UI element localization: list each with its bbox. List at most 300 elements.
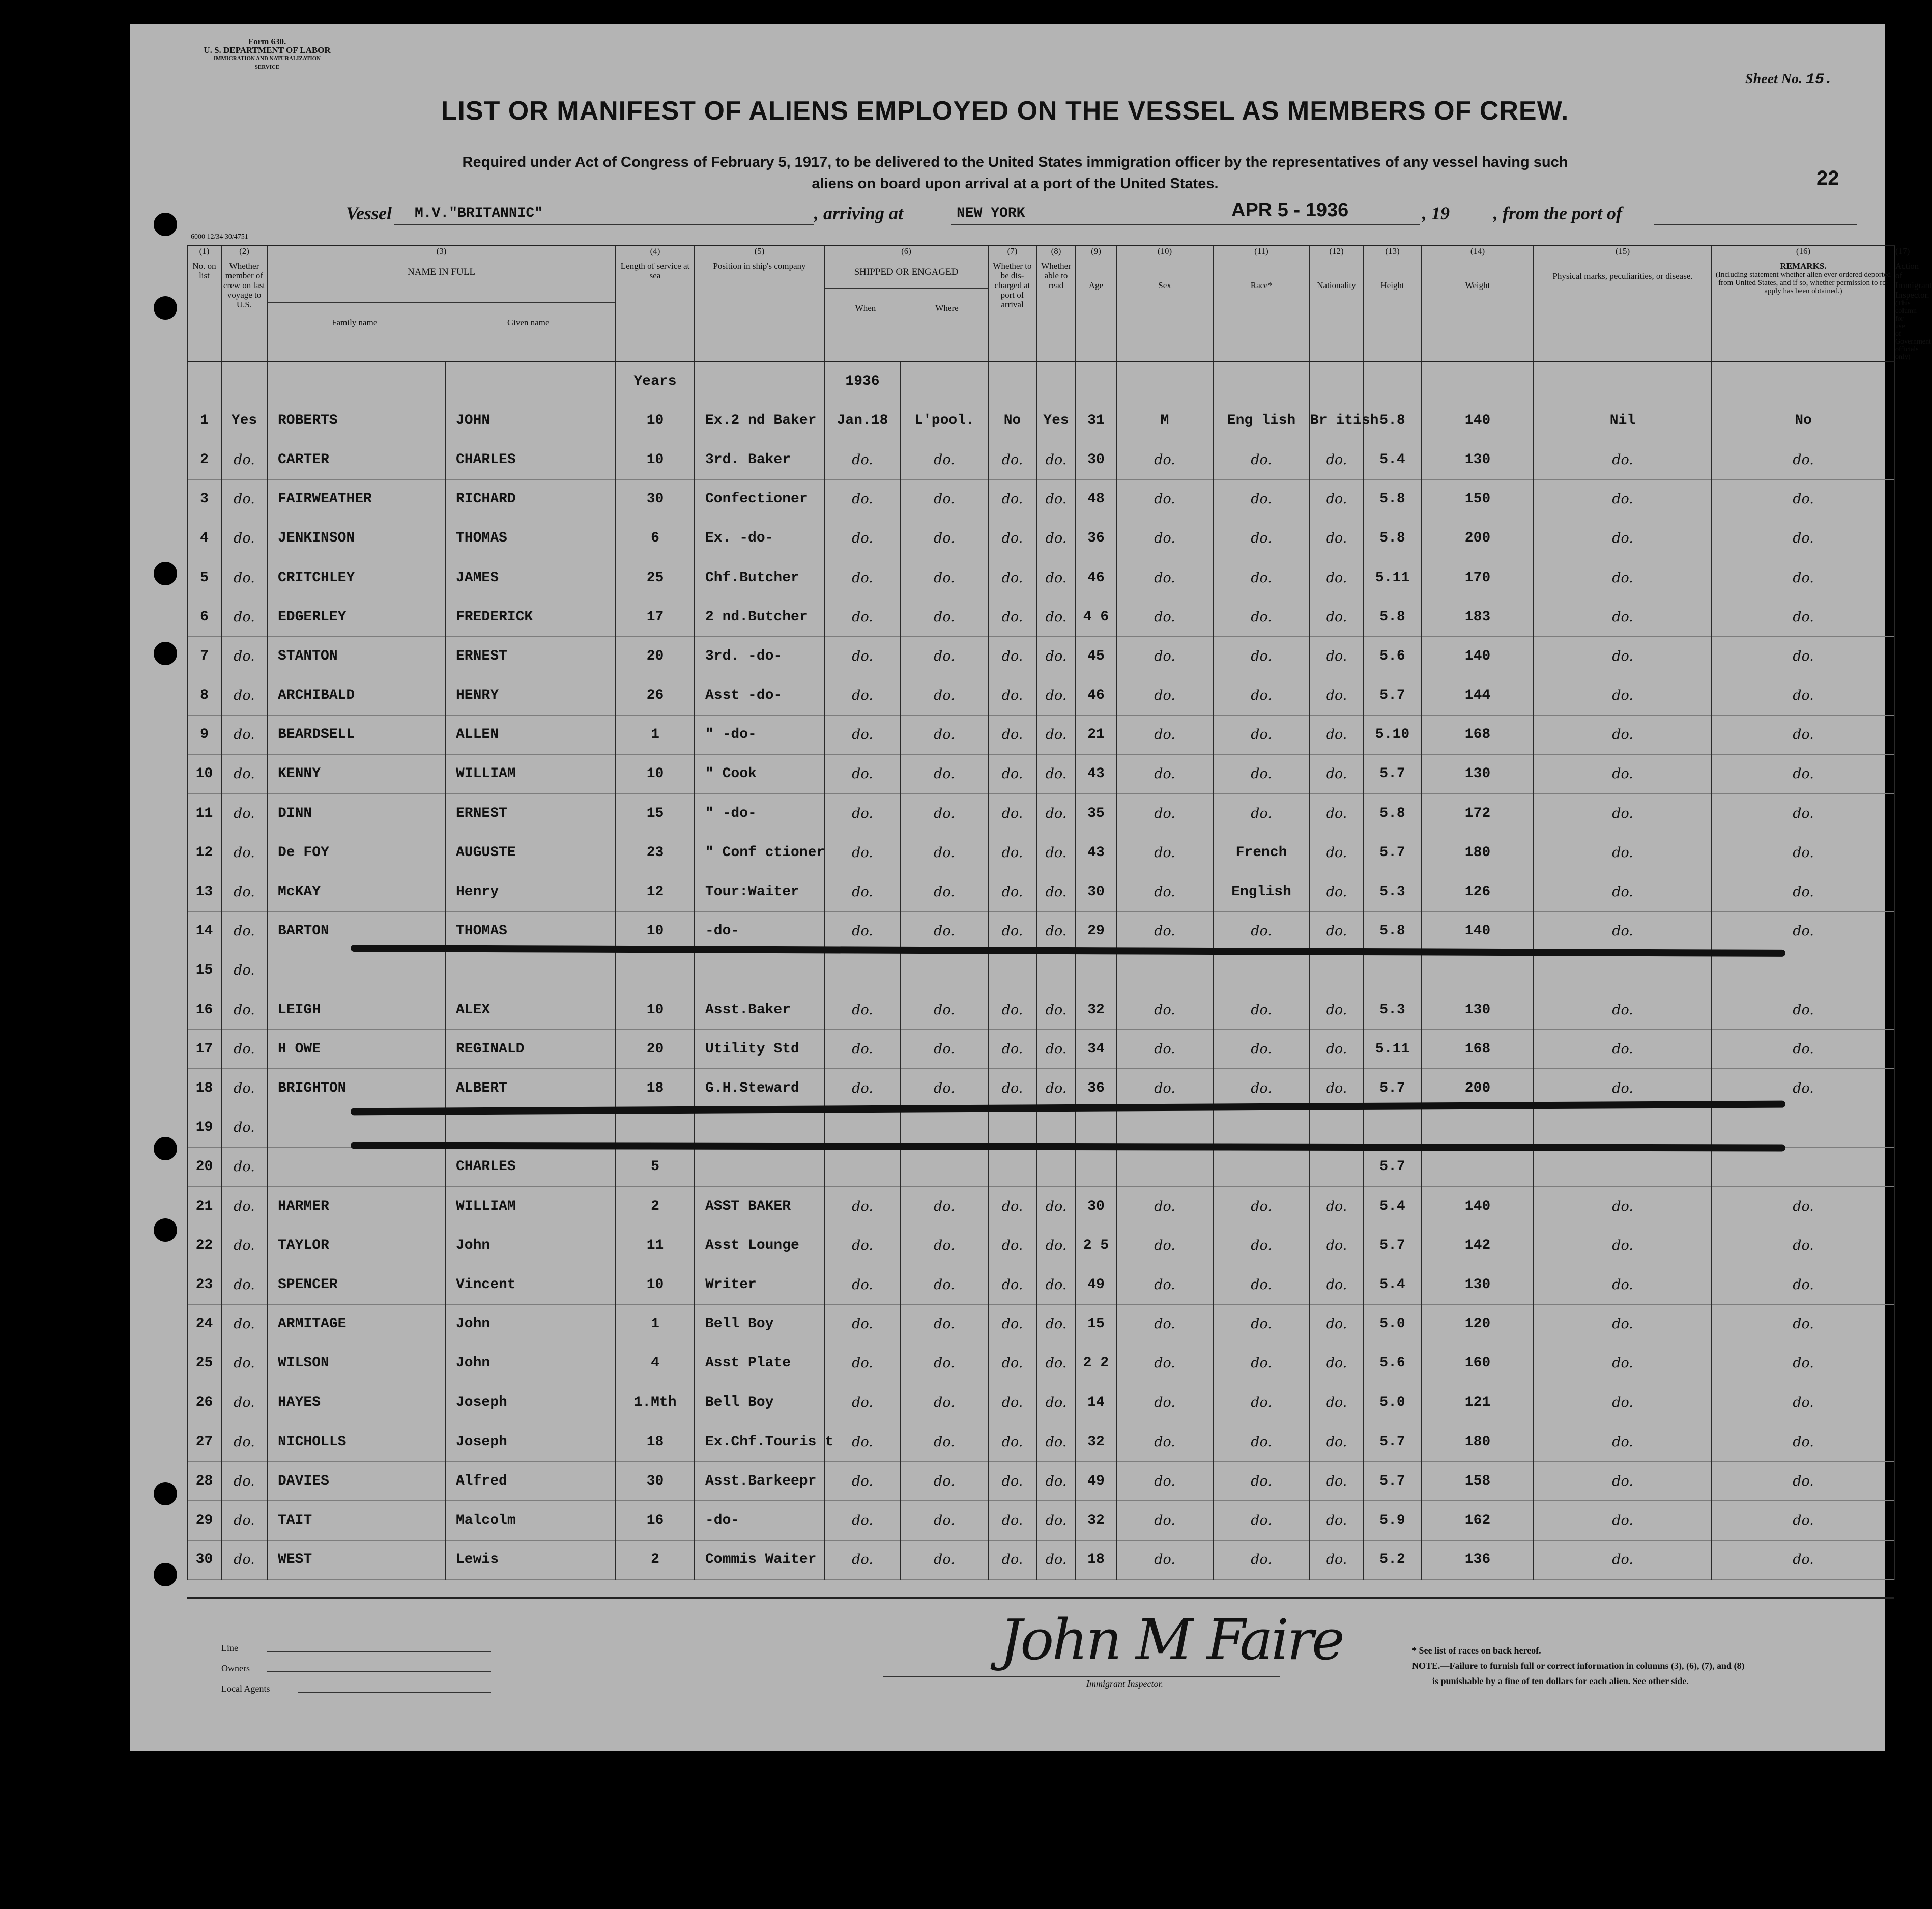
crew-member: do. <box>234 1002 255 1018</box>
shipped-when-cell <box>824 951 901 990</box>
discharged: do. <box>1001 451 1023 468</box>
binder-hole <box>154 562 177 585</box>
shipped-when-cell <box>824 1462 901 1501</box>
remarks-cell <box>1712 951 1895 990</box>
race-cell <box>1213 1108 1310 1147</box>
age: 32 <box>1087 1513 1105 1529</box>
shipped-when: do. <box>852 1198 873 1214</box>
remarks-cell <box>1712 715 1895 754</box>
position: Writer <box>705 1276 757 1293</box>
height-cell <box>1363 676 1422 715</box>
position-cell <box>695 1108 824 1147</box>
vessel-label: Vessel <box>346 203 392 223</box>
position-cell <box>695 1265 824 1304</box>
able-to-read-cell <box>1036 637 1076 676</box>
physical-marks: do. <box>1612 727 1633 743</box>
age-cell <box>1076 1186 1116 1226</box>
crew-member: do. <box>234 609 255 625</box>
shipped-when-cell <box>824 1422 901 1462</box>
able-to-read: do. <box>1045 805 1067 821</box>
able-to-read-cell <box>1036 558 1076 597</box>
weight-cell <box>1422 990 1534 1030</box>
length-of-service-cell <box>616 715 695 754</box>
height-cell <box>1363 754 1422 793</box>
physical-marks-cell <box>1534 1030 1712 1069</box>
length-of-service-cell <box>616 1265 695 1304</box>
sex-cell <box>1116 1383 1213 1422</box>
penalty-note-2: is punishable by a fine of ten dollars for each alien. See other side. <box>1432 1676 1689 1686</box>
remarks: do. <box>1793 1041 1814 1057</box>
where-header: Where <box>935 303 959 313</box>
weight-cell <box>1422 833 1534 872</box>
position-cell <box>695 558 824 597</box>
remarks-cell <box>1712 558 1895 597</box>
table-row <box>187 440 1895 479</box>
physical-marks-cell <box>1534 1108 1712 1147</box>
family-name-cell <box>267 440 445 479</box>
sex-cell <box>1116 872 1213 911</box>
col-height-header: (13) Height <box>1363 246 1422 362</box>
shipped-where: do. <box>934 923 955 939</box>
shipped-where-cell <box>901 401 988 440</box>
sex: do. <box>1154 648 1175 664</box>
given-name-cell <box>445 1186 616 1226</box>
sex-cell <box>1116 1304 1213 1344</box>
weight-cell <box>1422 1030 1534 1069</box>
remarks-cell <box>1712 597 1895 637</box>
nationality: do. <box>1325 727 1347 743</box>
race: do. <box>1251 1394 1272 1411</box>
remarks: do. <box>1793 688 1814 704</box>
age: 31 <box>1087 412 1105 429</box>
given-name: John <box>456 1237 491 1253</box>
age-cell <box>1076 1344 1116 1383</box>
position-cell <box>695 1304 824 1344</box>
nationality: do. <box>1325 1198 1347 1214</box>
discharged: do. <box>1001 530 1023 547</box>
able-to-read: do. <box>1045 1513 1067 1529</box>
discharged: do. <box>1001 1002 1023 1018</box>
physical-marks-cell <box>1534 911 1712 951</box>
nationality-cell <box>1310 754 1363 793</box>
page-number: 22 <box>1816 167 1839 189</box>
family-name-cell <box>267 833 445 872</box>
age-cell <box>1076 519 1116 558</box>
given-name-cell <box>445 519 616 558</box>
shipped-where-cell <box>901 1344 988 1383</box>
row-number-cell <box>187 794 221 833</box>
race-cell <box>1213 1147 1310 1186</box>
table-row <box>187 1540 1895 1579</box>
nationality-cell <box>1310 990 1363 1030</box>
crew-member: do. <box>234 1198 255 1214</box>
remarks: do. <box>1793 1198 1814 1214</box>
shipped-when-cell <box>824 1186 901 1226</box>
race-cell <box>1213 911 1310 951</box>
height-cell <box>1363 1226 1422 1265</box>
family-name-cell <box>267 479 445 519</box>
length-of-service: 26 <box>646 688 664 704</box>
discharged: do. <box>1001 766 1023 782</box>
given-name-header: Given name <box>507 318 550 327</box>
table-row <box>187 1462 1895 1501</box>
shipped-when: do. <box>852 805 873 821</box>
discharged-cell <box>988 1540 1036 1579</box>
table-header: (1) No. on list (2) Whether member of crew on last voyage to U.S. (3) NAME IN FULL Family name Given name (4) Length of service at sea (5) Position in ship's company (6) SHIPPED OR ENGAGED When Where (7) Whether to be dis-charged at port of arrival (8) Whether able to read (9) Age (10) Sex (11) Race* (12) Nationality (13) Height (14) Weight (15) Physical marks, peculiarities, or disease. (16) REMARKS. (Including statement whether alien ever ordered deported from United States, and if so, whether permission to re-apply has been obtained.) (17) Action of Immigrant Inspector. (This column for use of Government officials only) <box>187 246 1895 362</box>
age-cell <box>1076 1265 1116 1304</box>
family-name-cell <box>267 676 445 715</box>
height-cell <box>1363 1383 1422 1422</box>
row-number-cell <box>187 1069 221 1108</box>
years-label: Years <box>616 361 695 401</box>
discharged-cell <box>988 1147 1036 1186</box>
nationality-cell <box>1310 1265 1363 1304</box>
binder-hole <box>154 1218 177 1242</box>
family-name-header: Family name <box>332 318 378 327</box>
position-cell <box>695 1501 824 1540</box>
position-cell <box>695 1147 824 1186</box>
crew-member: do. <box>234 1159 255 1175</box>
shipped-when-cell <box>824 440 901 479</box>
shipped-when-cell <box>824 1108 901 1147</box>
discharged-cell <box>988 1108 1036 1147</box>
physical-marks: do. <box>1612 1237 1633 1253</box>
length-of-service: 17 <box>646 609 664 625</box>
length-of-service-cell <box>616 637 695 676</box>
nationality: Br itish <box>1310 412 1379 429</box>
height-cell <box>1363 911 1422 951</box>
family-name-cell <box>267 794 445 833</box>
length-of-service-cell <box>616 479 695 519</box>
able-to-read-cell <box>1036 990 1076 1030</box>
discharged-cell <box>988 597 1036 637</box>
shipped-when: do. <box>852 688 873 704</box>
shipped-when-cell <box>824 401 901 440</box>
physical-marks: do. <box>1612 766 1633 782</box>
remarks-cell <box>1712 401 1895 440</box>
shipped-when-cell <box>824 1147 901 1186</box>
discharged-cell <box>988 911 1036 951</box>
shipped-when: do. <box>852 766 873 782</box>
physical-marks: do. <box>1612 1276 1633 1293</box>
crew-member-cell <box>221 1383 267 1422</box>
given-name-cell <box>445 833 616 872</box>
able-to-read: do. <box>1045 1080 1067 1096</box>
family-name: KENNY <box>278 766 321 782</box>
height: 5.7 <box>1379 766 1405 782</box>
race-cell <box>1213 637 1310 676</box>
family-name: LEIGH <box>278 1002 321 1018</box>
age-cell <box>1076 911 1116 951</box>
height-cell <box>1363 1108 1422 1147</box>
race-cell <box>1213 676 1310 715</box>
height-cell <box>1363 597 1422 637</box>
remarks: do. <box>1793 491 1814 507</box>
weight: 144 <box>1464 688 1491 704</box>
physical-marks-cell <box>1534 1265 1712 1304</box>
age: 30 <box>1087 1198 1105 1214</box>
physical-marks-cell <box>1534 794 1712 833</box>
table-row <box>187 951 1895 990</box>
crew-member: do. <box>234 1355 255 1372</box>
shipped-when: do. <box>852 1237 873 1253</box>
sex: do. <box>1154 1394 1175 1411</box>
family-name-cell <box>267 1226 445 1265</box>
row-number-cell <box>187 1383 221 1422</box>
age: 49 <box>1087 1276 1105 1293</box>
age-cell <box>1076 1226 1116 1265</box>
sheet-label: Sheet No. <box>1745 71 1802 87</box>
physical-marks-cell <box>1534 990 1712 1030</box>
weight-cell <box>1422 1462 1534 1501</box>
able-to-read: do. <box>1045 1002 1067 1018</box>
discharged: do. <box>1001 609 1023 625</box>
shipped-when-cell <box>824 1304 901 1344</box>
height-cell <box>1363 1030 1422 1069</box>
age-cell <box>1076 558 1116 597</box>
shipped-where: do. <box>934 1080 955 1096</box>
length-of-service-cell <box>616 754 695 793</box>
shipped-where-cell <box>901 794 988 833</box>
able-to-read: do. <box>1045 766 1067 782</box>
crew-member: do. <box>234 688 255 704</box>
row-number: 10 <box>195 766 213 782</box>
weight: 168 <box>1464 1041 1491 1057</box>
local-agents-label: Local Agents <box>221 1684 270 1694</box>
family-name: BRIGHTON <box>278 1080 347 1096</box>
table-row <box>187 1030 1895 1069</box>
physical-marks-cell <box>1534 479 1712 519</box>
length-of-service-cell <box>616 1304 695 1344</box>
nationality: do. <box>1325 1552 1347 1568</box>
sex: do. <box>1154 1316 1175 1332</box>
length-of-service: 18 <box>646 1434 664 1450</box>
binder-hole <box>154 1482 177 1505</box>
crew-member-cell <box>221 1422 267 1462</box>
crew-member-cell <box>221 990 267 1030</box>
shipped-when-cell <box>824 715 901 754</box>
sex-cell <box>1116 951 1213 990</box>
length-of-service: 2 <box>651 1198 659 1214</box>
remarks-cell <box>1712 440 1895 479</box>
physical-marks-cell <box>1534 558 1712 597</box>
nationality-cell <box>1310 440 1363 479</box>
height-cell <box>1363 951 1422 990</box>
shipped-when-cell <box>824 1540 901 1579</box>
height-cell <box>1363 990 1422 1030</box>
table-row <box>187 479 1895 519</box>
sex-cell <box>1116 1422 1213 1462</box>
weight-cell <box>1422 754 1534 793</box>
given-name-cell <box>445 676 616 715</box>
race-cell <box>1213 990 1310 1030</box>
remarks: do. <box>1793 451 1814 468</box>
race-cell <box>1213 1422 1310 1462</box>
length-of-service: 30 <box>646 491 664 507</box>
shipped-where-cell <box>901 951 988 990</box>
row-number: 20 <box>195 1159 213 1175</box>
signature-line <box>883 1676 1280 1677</box>
given-name: John <box>456 1355 491 1372</box>
able-to-read: do. <box>1045 727 1067 743</box>
sex: do. <box>1154 805 1175 821</box>
line-underline <box>267 1651 491 1652</box>
physical-marks: do. <box>1612 1041 1633 1057</box>
race-cell <box>1213 794 1310 833</box>
discharged-cell <box>988 1304 1036 1344</box>
table-row <box>187 1226 1895 1265</box>
able-to-read-cell <box>1036 1069 1076 1108</box>
physical-marks-cell <box>1534 1186 1712 1226</box>
weight-cell <box>1422 440 1534 479</box>
col-service-header: (4) Length of service at sea <box>616 246 695 362</box>
sheet-number <box>1745 71 1833 89</box>
given-name: FREDERICK <box>456 609 533 625</box>
row-number: 18 <box>195 1080 213 1096</box>
able-to-read-cell <box>1036 1265 1076 1304</box>
able-to-read: do. <box>1045 1198 1067 1214</box>
family-name: FAIRWEATHER <box>278 491 372 507</box>
sex-cell <box>1116 519 1213 558</box>
remarks: do. <box>1793 1355 1814 1372</box>
weight-cell <box>1422 1540 1534 1579</box>
height: 5.11 <box>1375 569 1410 586</box>
age-cell <box>1076 754 1116 793</box>
weight-cell <box>1422 911 1534 951</box>
discharged: do. <box>1001 1355 1023 1372</box>
nationality-cell <box>1310 1462 1363 1501</box>
race: do. <box>1251 688 1272 704</box>
given-name: Henry <box>456 884 499 900</box>
age: 45 <box>1087 648 1105 664</box>
remarks: do. <box>1793 1473 1814 1489</box>
weight: 130 <box>1464 766 1491 782</box>
row-number: 24 <box>195 1316 213 1332</box>
age-cell <box>1076 1030 1116 1069</box>
row-number: 9 <box>200 727 209 743</box>
discharged-cell <box>988 951 1036 990</box>
document-title: LIST OR MANIFEST OF ALIENS EMPLOYED ON THE VESSEL AS MEMBERS OF CREW. <box>441 96 1569 126</box>
race: do. <box>1251 1316 1272 1332</box>
able-to-read-cell <box>1036 597 1076 637</box>
race: Eng lish <box>1227 412 1296 429</box>
family-name: BARTON <box>278 923 329 939</box>
weight-cell <box>1422 558 1534 597</box>
crew-member: do. <box>234 1394 255 1411</box>
race: do. <box>1251 1198 1272 1214</box>
physical-marks: do. <box>1612 491 1633 507</box>
remarks: do. <box>1793 609 1814 625</box>
weight: 126 <box>1464 884 1491 900</box>
col-read-header: (8) Whether able to read <box>1036 246 1076 362</box>
age-cell <box>1076 401 1116 440</box>
row-number: 28 <box>195 1473 213 1489</box>
age: 43 <box>1087 766 1105 782</box>
length-of-service-cell <box>616 1383 695 1422</box>
physical-marks-cell <box>1534 1383 1712 1422</box>
given-name-cell <box>445 1069 616 1108</box>
nationality-cell <box>1310 1304 1363 1344</box>
nationality-cell <box>1310 676 1363 715</box>
race: do. <box>1251 766 1272 782</box>
remarks: do. <box>1793 844 1814 861</box>
discharged: do. <box>1001 1394 1023 1411</box>
crew-member: do. <box>234 530 255 547</box>
race: do. <box>1251 1080 1272 1096</box>
nationality-cell <box>1310 597 1363 637</box>
row-number: 2 <box>200 451 209 468</box>
discharged: do. <box>1001 1041 1023 1057</box>
position: Asst Plate <box>705 1355 791 1372</box>
able-to-read-cell <box>1036 794 1076 833</box>
length-of-service-cell <box>616 833 695 872</box>
row-number: 4 <box>200 530 209 547</box>
crew-member-cell <box>221 1147 267 1186</box>
family-name-cell <box>267 1462 445 1501</box>
shipped-when-cell <box>824 1501 901 1540</box>
weight: 140 <box>1464 648 1491 664</box>
physical-marks-cell <box>1534 637 1712 676</box>
given-name: ALEX <box>456 1002 491 1018</box>
discharged: do. <box>1001 1198 1023 1214</box>
length-of-service: 20 <box>646 648 664 664</box>
family-name-cell <box>267 637 445 676</box>
remarks-cell <box>1712 1108 1895 1147</box>
remarks-cell <box>1712 1265 1895 1304</box>
given-name: THOMAS <box>456 530 507 547</box>
remarks-cell <box>1712 479 1895 519</box>
physical-marks: do. <box>1612 1080 1633 1096</box>
given-name-cell <box>445 440 616 479</box>
able-to-read-cell <box>1036 519 1076 558</box>
able-to-read-cell <box>1036 1030 1076 1069</box>
physical-marks-cell <box>1534 1422 1712 1462</box>
shipped-when: do. <box>852 1513 873 1529</box>
shipped-when: do. <box>852 844 873 861</box>
row-number-cell <box>187 1108 221 1147</box>
sex: do. <box>1154 1041 1175 1057</box>
discharged-cell <box>988 1501 1036 1540</box>
position: Asst -do- <box>705 688 783 704</box>
remarks: do. <box>1793 1237 1814 1253</box>
race-cell <box>1213 558 1310 597</box>
shipped-where-cell <box>901 1304 988 1344</box>
age: 30 <box>1087 451 1105 468</box>
shipped-where-cell <box>901 479 988 519</box>
voyage-line <box>346 200 1857 228</box>
physical-marks: do. <box>1612 530 1633 547</box>
remarks: do. <box>1793 569 1814 586</box>
discharged-cell <box>988 1265 1036 1304</box>
row-number-cell <box>187 479 221 519</box>
age: 49 <box>1087 1473 1105 1489</box>
position-cell <box>695 1069 824 1108</box>
shipped-where-cell <box>901 715 988 754</box>
shipped-where-cell <box>901 676 988 715</box>
crew-member-cell <box>221 794 267 833</box>
table-row <box>187 637 1895 676</box>
remarks-cell <box>1712 990 1895 1030</box>
nationality: do. <box>1325 530 1347 547</box>
given-name: Alfred <box>456 1473 507 1489</box>
position: -do- <box>705 923 740 939</box>
length-of-service-cell <box>616 990 695 1030</box>
shipped-when-cell <box>824 597 901 637</box>
crew-member: do. <box>234 1434 255 1450</box>
binder-hole <box>154 213 177 236</box>
sex: do. <box>1154 1198 1175 1214</box>
sex: do. <box>1154 1355 1175 1372</box>
